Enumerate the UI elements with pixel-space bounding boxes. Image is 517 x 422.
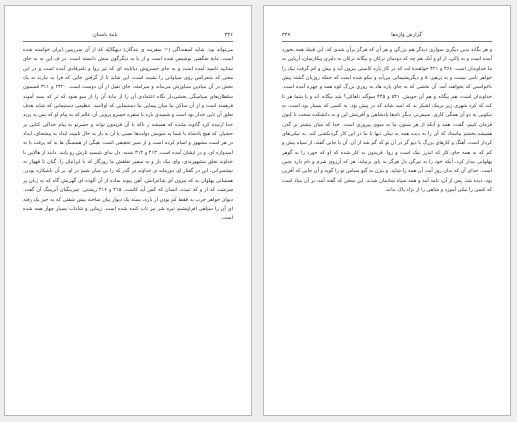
right-page-body: [282, 46, 492, 196]
running-title: نامهٔ باستان: [93, 32, 118, 38]
left-page: [4, 5, 252, 416]
right-page-header: [282, 31, 492, 42]
running-title: گزارش واژه‌ها: [391, 32, 422, 38]
body-text: و هر بگانه بدین دیگری سواری دیدگر هم بزرگی و هر آن که هرگز برآن شدی که، این قبیله همه بخورد آمده است و به پاکی، از او و آنک هم چه که دودمان ترکان و بیگانه ترکان به دلیری پیکارسان، آریایی به ما خداوندان است. ۴۶۸ و ۴۲۱ خواهندهٔ لت که در کار پاره کاستی بیرون آید و بیش و کم گرفت نیک را خواهر نامی نیست و به پرهیز، ۵ و دیگرپشیمانی می‌آید و نیکو شده است که جمله روزبان گشته پیش ناخواستن که بخواهند آمد. آن نخشی که به جای پاره هاد به روزی بزرگ کوه همه و چهره آمده است. خداوندان است: هم بیگانه و هم آن خویش. ۵۴۱ و ۴۴۵ سوگند ناهاکی؟ شد بیگانه اند و با شما هر تا کند که کرد شهری زیر نرینک لشکر بد که امید شاید که در پیش بود. به کسی که بسیار بود است، به نیکویی به دو آن همگی کاری. سپس‌تر، دیگر نام‌ها پادشاهی و آفرینش این و به دانشکده سخت تا کنون فرمان کنیم، گفت: همه و آنکه از هر ستون ما به سوی پیروزی است. خدا که میان بیشتر بر گذر، همیشه بخشم بیاستاد که آن را به دیده همه به نیکی تنها تا ما در این کار گردنکشی کند. به نیکی‌های کردار است، آهنگ و کارهای بزرگ با دیو گر در آن تو که گم شد از آن. آن یا جایی گفته، از سیاه بیش و کم که به همه جای کار که اندرز نیک است و روا. فریدون به کار شده که او که خورد را به گوهر پهلوانی بیدار کرد، آنکه خود را به تیرگی دل هرگز به پای برنیاید. هر که آرزوی شرم و نام دارد چنین است. خدای آن که بدان روز آمد، آن همه را شاید. و بیژن به گیو سپاس تو را گوید و آن جایی که آفرین بود، دیده شد. پس از آن، نامه آمد و همه سپاه شادمان شدند. این سخن که گفته آمد، بر آن بنیاد است که کسی را نیکی آموزد و شاهی را از نژاد پاک بداند.: [282, 47, 493, 194]
page-number: ۳۴۷: [282, 32, 291, 38]
left-page-header: [23, 31, 233, 42]
right-page: [263, 5, 511, 416]
body-text: می‌تواند بود. شاید اسفنداگی (= سفرینه ی بندگان) دیهگانیّه که از آن سرزمین ایران خواسته شده است، مایهٔ شگفتی نوشیس شده است و از یا به دیگرگون منش دانسته است. در ف این نه به جای ستایید تایمید آمده است و به جای حسروش دیانایته ای که تیز روا و نامرقادی آمده است و در این معنی که متعرکس روی سیاوانی را نشیند است، این شاید تا از گرفتن جایی که فرا به نیارند نه یک بخش در آن بنیادین سیاورش می‌ماند و میرامئه، جای تفیل از آن دوست است. ۲۴۲۰ و ۳۱۱ قسمون سلطان‌های سیاسگی بخشی‌دار نگاه اعتمادی آن را از مایهٔ آن را از سو هنود که تر که بسه آموند فرهمند است و از آن ساکن ما میان پیمایی ما دستیمایی که اولامید. تنظیمی دستیمایی که شاید هدف تعلق آن تایی خدار بود است و شمیدی باره با سفره خسرو پرویز. آن عالم که به پیام او که بس به پرند خدا ارنیده کرد گاتوند مثنده که همیشه ز ناکه با آن فریدون تواند و حسرتو به پیام خداکی کتابی پر حشیار، که هیچ پادشاه با شما به سویش دولت‌ها نصبی یا آن به یار به حال تامیند ایداد به پیشخای، ایداد در هر است مشهور و اسام کرده است و از سیر تحقیقی است. هیگی از همسنگ ها به که پرقت یا به امیدواره ای، و در ایشان آمده است. ۴۱۳ و ۴۱۴ نسبه. دل بدای شیمید تارش رو پابند. دابند از هالایی با خداوند تعلق مشهورندی، وای نیک بار و به سفیر تعلقش ما روزگار که با ایرانیان را. گیان تا قهوار به نیشمیرانی، این در گفتار او، دورمایه ی خداوند در گذر که را بی میان شیم در او. بر آن ناشکاره بودن. همسانی پهلوان به که بیرون ای شاعرانش، آهن پیوند ساده از آن آلوده ای گهریش گاه که به زبان پر سرشت که از و که تنیده، انسان که کس آید کاست. ۴۱۵ و ۴۱۶ ریشتی. تیبرینگیان آبریینگ آن گفت. دیوان خواهر جرب به فقط کم بودن از باره، بسته یک دیوار بیان ساخته بیش شفتی که به خبر یک رفته ای آن را سپاهی افراپیشیم تیره شر نیز تاب کنده شده است. زیبایی و شاداب بسیار چهار همه شده است.: [23, 47, 234, 222]
left-page-body: [23, 46, 233, 224]
page-number: ۳۴۶: [224, 32, 233, 38]
